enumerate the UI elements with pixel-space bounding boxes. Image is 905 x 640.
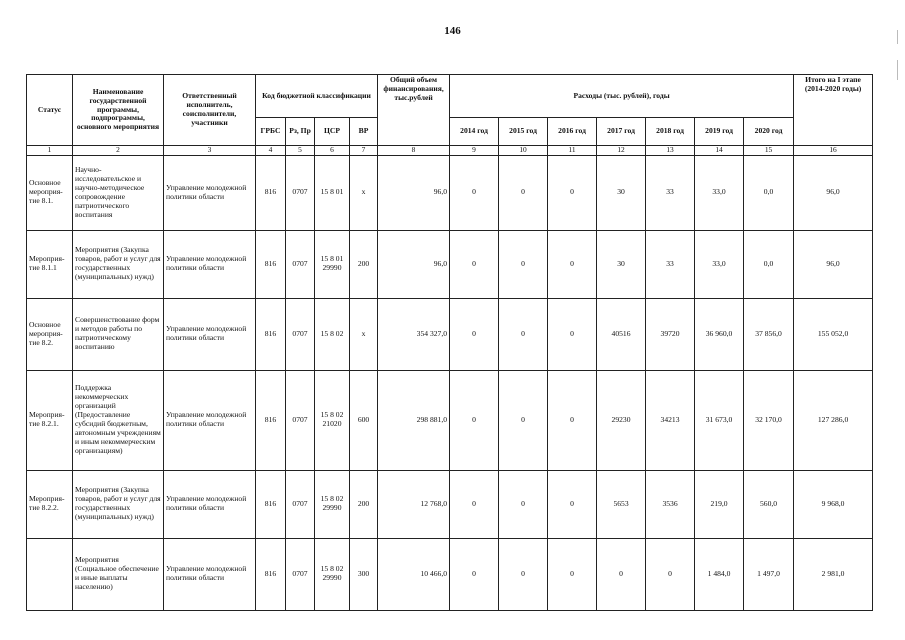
table-row [27, 470, 873, 538]
scan-edge-mark [897, 60, 898, 80]
header-budget-code: Код бюджетной классификации [256, 75, 378, 118]
row-y2020: 37 856,0 [744, 298, 794, 370]
header-year-2015: 2015 год [499, 118, 548, 146]
header-status: Статус [27, 75, 73, 146]
row-status: Мероприя-тие 8.1.1 [27, 230, 73, 298]
column-index: 12 [597, 146, 646, 156]
row-y2019: 36 960,0 [695, 298, 744, 370]
column-index: 1 [27, 146, 73, 156]
column-index: 7 [350, 146, 378, 156]
row-y2019: 219,0 [695, 470, 744, 538]
row-grbs: 816 [256, 470, 286, 538]
row-responsible: Управление молодежной политики области [164, 538, 256, 610]
table-row [27, 155, 873, 230]
row-vr: х [350, 298, 378, 370]
column-index: 3 [164, 146, 256, 156]
row-y2014: 0 [450, 370, 499, 470]
row-name: Мероприятия (Закупка товаров, работ и услуг для государственных (муниципальных) нужд) [73, 470, 164, 538]
row-csr: 15 8 02 21020 [315, 370, 350, 470]
header-year-2018: 2018 год [646, 118, 695, 146]
row-y2015: 0 [499, 155, 548, 230]
row-status: Мероприя-тие 8.2.1. [27, 370, 73, 470]
header-program: Наименование государственной программы, подпрограммы, основного мероприятия [73, 75, 164, 146]
column-index-row [27, 146, 873, 156]
row-csr: 15 8 02 29990 [315, 538, 350, 610]
row-name: Мероприятия (Закупка товаров, работ и услуг для государственных (муниципальных) нужд) [73, 230, 164, 298]
row-csr: 15 8 02 29990 [315, 470, 350, 538]
row-total: 298 881,0 [378, 370, 450, 470]
row-vr: 600 [350, 370, 378, 470]
row-rzpr: 0707 [286, 155, 315, 230]
row-y2014: 0 [450, 155, 499, 230]
row-name: Поддержка некоммерческих организаций (Предоставление субсидий бюджетным, автономным учреждениям и иным некоммерческим организациям) [73, 370, 164, 470]
row-grbs: 816 [256, 538, 286, 610]
header-responsible: Ответственный исполнитель, соисполнители, участники [164, 75, 256, 146]
row-grbs: 816 [256, 370, 286, 470]
row-y2015: 0 [499, 298, 548, 370]
header-year-2020: 2020 год [744, 118, 794, 146]
row-y2020: 1 497,0 [744, 538, 794, 610]
row-y2014: 0 [450, 538, 499, 610]
row-y2016: 0 [548, 298, 597, 370]
row-y2019: 33,0 [695, 230, 744, 298]
row-csr: 15 8 01 29990 [315, 230, 350, 298]
row-responsible: Управление молодежной политики области [164, 470, 256, 538]
row-y2016: 0 [548, 155, 597, 230]
row-y2015: 0 [499, 538, 548, 610]
row-y2019: 31 673,0 [695, 370, 744, 470]
row-status: Основное мероприя-тие 8.2. [27, 298, 73, 370]
row-y2019: 33,0 [695, 155, 744, 230]
row-y2015: 0 [499, 470, 548, 538]
column-index: 8 [378, 146, 450, 156]
row-rzpr: 0707 [286, 370, 315, 470]
header-rzpr: Рз, Пр [286, 118, 315, 146]
row-responsible: Управление молодежной политики области [164, 298, 256, 370]
header-year-2019: 2019 год [695, 118, 744, 146]
row-y2017: 0 [597, 538, 646, 610]
row-status [27, 538, 73, 610]
header-vr: ВР [350, 118, 378, 146]
row-csr: 15 8 02 [315, 298, 350, 370]
row-y2019: 1 484,0 [695, 538, 744, 610]
row-result: 2 981,0 [794, 538, 873, 610]
column-index: 9 [450, 146, 499, 156]
header-year-2016: 2016 год [548, 118, 597, 146]
row-name: Мероприятия (Социальное обеспечение и иные выплаты населению) [73, 538, 164, 610]
row-name: Научно-исследовательское и научно-методическое сопровождение патриотического воспитания [73, 155, 164, 230]
row-y2014: 0 [450, 230, 499, 298]
row-y2020: 560,0 [744, 470, 794, 538]
row-name: Совершенствование форм и методов работы по патриотическому воспитанию [73, 298, 164, 370]
header-csr: ЦСР [315, 118, 350, 146]
row-y2018: 33 [646, 155, 695, 230]
column-index: 14 [695, 146, 744, 156]
row-vr: 200 [350, 230, 378, 298]
row-total: 96,0 [378, 155, 450, 230]
row-y2015: 0 [499, 370, 548, 470]
row-y2014: 0 [450, 298, 499, 370]
header-year-2014: 2014 год [450, 118, 499, 146]
row-y2015: 0 [499, 230, 548, 298]
column-index: 15 [744, 146, 794, 156]
row-responsible: Управление молодежной политики области [164, 230, 256, 298]
row-y2018: 39720 [646, 298, 695, 370]
column-index: 4 [256, 146, 286, 156]
row-grbs: 816 [256, 230, 286, 298]
row-result: 155 052,0 [794, 298, 873, 370]
row-rzpr: 0707 [286, 538, 315, 610]
row-total: 96,0 [378, 230, 450, 298]
row-total: 10 466,0 [378, 538, 450, 610]
table-row [27, 370, 873, 470]
row-vr: х [350, 155, 378, 230]
row-total: 12 768,0 [378, 470, 450, 538]
header-total-volume: Общий объем финансирования, тыс.рублей [378, 75, 450, 146]
column-index: 2 [73, 146, 164, 156]
row-y2018: 0 [646, 538, 695, 610]
row-y2016: 0 [548, 370, 597, 470]
row-result: 96,0 [794, 230, 873, 298]
row-y2020: 0,0 [744, 230, 794, 298]
row-y2017: 5653 [597, 470, 646, 538]
header-result: Итого на I этапе (2014-2020 годы) [794, 75, 873, 146]
row-y2016: 0 [548, 538, 597, 610]
row-result: 9 968,0 [794, 470, 873, 538]
row-y2018: 3536 [646, 470, 695, 538]
row-y2014: 0 [450, 470, 499, 538]
row-responsible: Управление молодежной политики области [164, 370, 256, 470]
row-status: Мероприя-тие 8.2.2. [27, 470, 73, 538]
table-row [27, 538, 873, 610]
column-index: 10 [499, 146, 548, 156]
row-result: 96,0 [794, 155, 873, 230]
header-grbs: ГРБС [256, 118, 286, 146]
scan-edge-mark [897, 30, 898, 44]
table-row [27, 298, 873, 370]
row-result: 127 286,0 [794, 370, 873, 470]
table-row [27, 230, 873, 298]
row-y2017: 30 [597, 230, 646, 298]
row-y2016: 0 [548, 230, 597, 298]
column-index: 11 [548, 146, 597, 156]
row-grbs: 816 [256, 155, 286, 230]
page-number: 146 [444, 25, 461, 37]
column-index: 6 [315, 146, 350, 156]
row-y2017: 30 [597, 155, 646, 230]
row-y2020: 0,0 [744, 155, 794, 230]
row-y2016: 0 [548, 470, 597, 538]
row-y2018: 33 [646, 230, 695, 298]
row-rzpr: 0707 [286, 470, 315, 538]
row-y2020: 32 170,0 [744, 370, 794, 470]
row-responsible: Управление молодежной политики области [164, 155, 256, 230]
row-y2018: 34213 [646, 370, 695, 470]
header-expenses: Расходы (тыс. рублей), годы [450, 75, 794, 118]
header-row-top [27, 75, 873, 118]
row-vr: 200 [350, 470, 378, 538]
header-year-2017: 2017 год [597, 118, 646, 146]
row-y2017: 29230 [597, 370, 646, 470]
row-csr: 15 8 01 [315, 155, 350, 230]
row-total: 354 327,0 [378, 298, 450, 370]
column-index: 16 [794, 146, 873, 156]
row-rzpr: 0707 [286, 298, 315, 370]
column-index: 13 [646, 146, 695, 156]
budget-table [26, 74, 873, 611]
row-status: Основное мероприя-тие 8.1. [27, 155, 73, 230]
row-vr: 300 [350, 538, 378, 610]
row-grbs: 816 [256, 298, 286, 370]
row-rzpr: 0707 [286, 230, 315, 298]
column-index: 5 [286, 146, 315, 156]
row-y2017: 40516 [597, 298, 646, 370]
